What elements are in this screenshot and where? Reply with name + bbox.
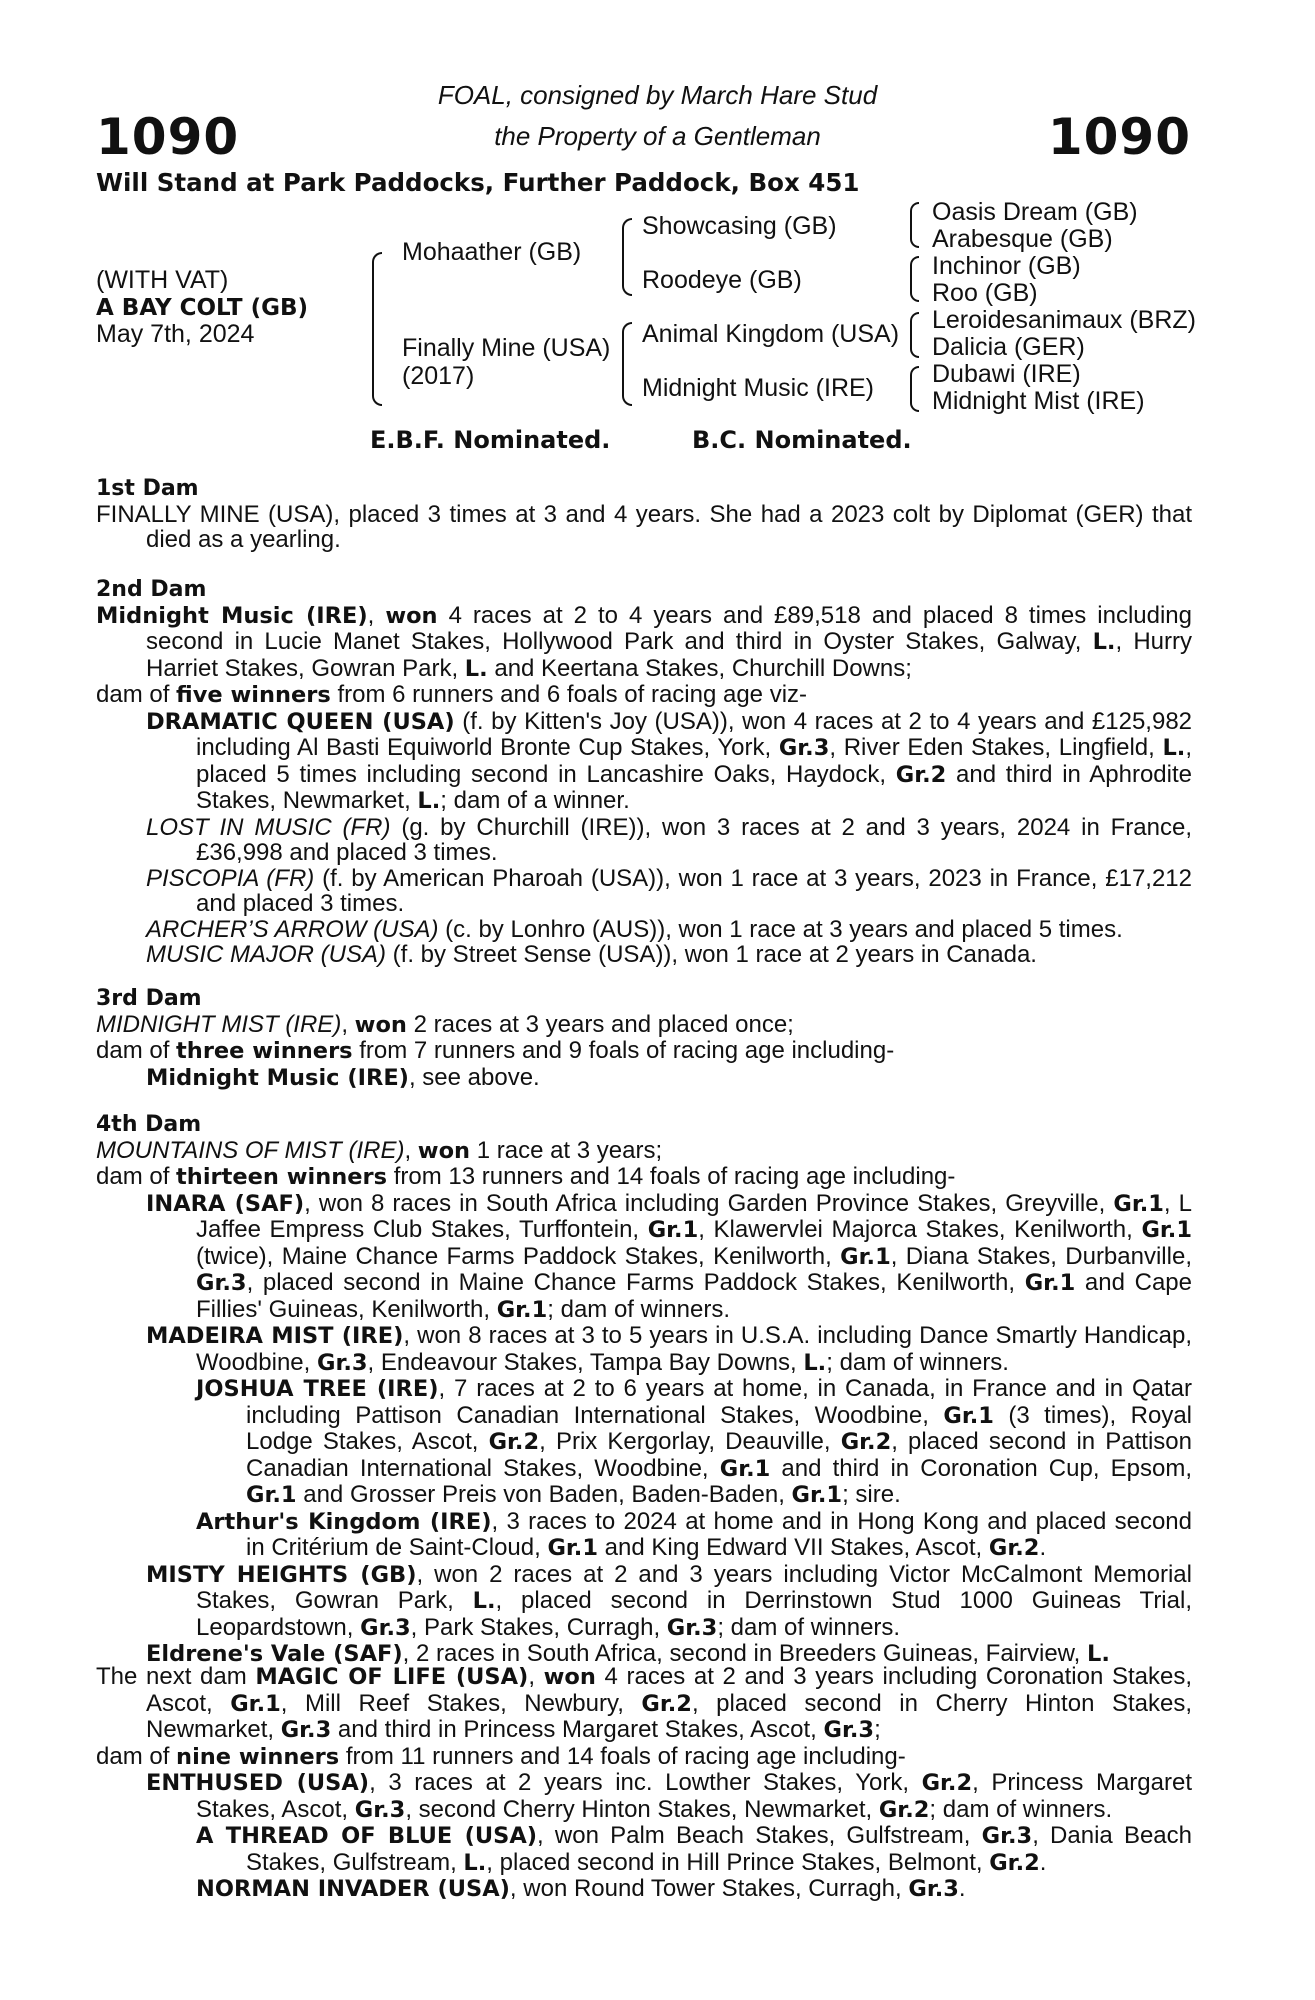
pedigree-dam-dam: Midnight Music (IRE) bbox=[642, 374, 874, 402]
lot-number-right: 1090 bbox=[1047, 108, 1191, 166]
next-dam-section bbox=[96, 1664, 1192, 1903]
second-dam-heading: 2nd Dam bbox=[96, 577, 207, 602]
list-item: DRAMATIC QUEEN (USA) (f. by Kitten's Joy (USA)), won 4 races at 2 to 4 years and £125,982 including Al Basti Equiworld Bronte Cup Stakes, York, Gr.3, River Eden Stakes, Lingfield, L., placed 5 times including second in Lancashire Oaks, Haydock, Gr.2 and third in Aphrodite Stakes, Newmarket, L.; dam of a winner. bbox=[146, 707, 1193, 814]
pedigree-brace-dam bbox=[622, 322, 632, 406]
list-item: MISTY HEIGHTS (GB), won 2 races at 2 and 3 years including Victor McCalmont Memorial Stakes, Gowran Park, L., placed second in Derrinstown Stud 1000 Guineas Trial, Leopardstown, Gr.3, Park Stakes, Curragh, Gr.3; dam of winners. bbox=[146, 1560, 1192, 1641]
fourth-dam-heading: 4th Dam bbox=[96, 1112, 202, 1137]
pedigree-sss: Oasis Dream (GB) bbox=[932, 198, 1138, 226]
second-dam-text: Midnight Music (IRE), won 4 races at 2 to 4 years and £89,518 and placed 8 times including second in Lucie Manet Stakes, Hollywood Park and third in Oyster Stakes, Galway, L., Hurry Harriet Stakes, Gowran Park, L. and Keertana Stakes, Churchill Downs; bbox=[96, 601, 1192, 682]
third-dam-produce-summary: dam of three winners from 7 runners and 9 foals of racing age including- bbox=[96, 1037, 895, 1064]
list-item: INARA (SAF), won 8 races in South Africa including Garden Province Stakes, Greyville, Gr.1, L Jaffee Empress Club Stakes, Turffontein, Gr.1, Klawervlei Majorca Stakes, Kenilworth, Gr.1 (twice), Maine Chance Farms Paddock Stakes, Kenilworth, Gr.1, Diana Stakes, Durbanville, Gr.3, placed second in Maine Chance Farms Paddock Stakes, Kenilworth, Gr.1 and Cape Fillies' Guineas, Kenilworth, Gr.1; dam of winners. bbox=[146, 1189, 1193, 1323]
pedigree-dam-sire: Animal Kingdom (USA) bbox=[642, 320, 900, 348]
stand-location: Will Stand at Park Paddocks, Further Paddock, Box 451 bbox=[96, 168, 860, 197]
pedigree-dds: Dubawi (IRE) bbox=[932, 360, 1081, 388]
third-dam-section bbox=[96, 986, 1192, 1091]
fourth-dam-text: MOUNTAINS OF MIST (IRE), won 1 race at 3 years; bbox=[96, 1136, 663, 1164]
second-dam-section bbox=[96, 577, 1192, 968]
list-item: A THREAD OF BLUE (USA), won Palm Beach Stakes, Gulfstream, Gr.3, Dania Beach Stakes, Gulfstream, L., placed second in Hill Prince Stakes, Belmont, Gr.2. bbox=[196, 1822, 1192, 1876]
pedigree-sdd: Roo (GB) bbox=[932, 279, 1038, 307]
horse-dob: May 7th, 2024 bbox=[96, 320, 255, 348]
pedigree-sire-dam: Roodeye (GB) bbox=[642, 266, 802, 294]
third-dam-text: MIDNIGHT MIST (IRE), won 2 races at 3 years and placed once; bbox=[96, 1010, 794, 1038]
first-dam-heading: 1st Dam bbox=[96, 476, 199, 501]
ebf-nominated: E.B.F. Nominated. bbox=[370, 426, 611, 454]
consignor-line: FOAL, consigned by March Hare Stud bbox=[437, 80, 878, 110]
list-item: Eldrene's Vale (SAF), 2 races in South Africa, second in Breeders Guineas, Fairview, L. bbox=[146, 1640, 1110, 1667]
pedigree-dam: Finally Mine (USA) bbox=[402, 334, 611, 362]
pedigree-ddd: Midnight Mist (IRE) bbox=[932, 387, 1145, 415]
lot-number-left: 1090 bbox=[96, 108, 240, 166]
pedigree-brace-ds bbox=[910, 312, 919, 358]
pedigree-ssd: Arabesque (GB) bbox=[932, 225, 1113, 253]
list-item: PISCOPIA (FR) (f. by American Pharoah (USA)), won 1 race at 3 years, 2023 in France, £17,212 and placed 3 times. bbox=[146, 864, 1193, 917]
list-item: NORMAN INVADER (USA), won Round Tower Stakes, Curragh, Gr.3. bbox=[196, 1875, 966, 1902]
pedigree-sds: Inchinor (GB) bbox=[932, 252, 1081, 280]
property-line: the Property of a Gentleman bbox=[494, 121, 821, 151]
fourth-dam-section bbox=[96, 1112, 1192, 1668]
first-dam-name: FINALLY MINE (USA) bbox=[96, 500, 334, 528]
pedigree-brace-main bbox=[372, 252, 382, 406]
pedigree-sire: Mohaather (GB) bbox=[402, 238, 582, 266]
list-item: ARCHER’S ARROW (USA) (c. by Lonhro (AUS)), won 1 race at 3 years and placed 5 times. bbox=[146, 915, 1123, 943]
fourth-dam-produce-summary: dam of thirteen winners from 13 runners and 14 foals of racing age including- bbox=[96, 1163, 956, 1190]
pedigree-dam-year: (2017) bbox=[402, 362, 475, 390]
pedigree-brace-sd bbox=[910, 256, 919, 302]
horse-name: A BAY COLT (GB) bbox=[96, 295, 309, 321]
pedigree-dsd: Dalicia (GER) bbox=[932, 333, 1085, 361]
third-dam-heading: 3rd Dam bbox=[96, 986, 202, 1011]
next-dam-text: The next dam MAGIC OF LIFE (USA), won 4 races at 2 and 3 years including Coronation Stakes, Ascot, Gr.1, Mill Reef Stakes, Newbury, Gr.2, placed second in Cherry Hinton Stakes, Newmarket, Gr.3 and third in Princess Margaret Stakes, Ascot, Gr.3; bbox=[96, 1663, 1192, 1743]
next-dam-produce-summary: dam of nine winners from 11 runners and 14 foals of racing age including- bbox=[96, 1742, 906, 1770]
list-item: JOSHUA TREE (IRE), 7 races at 2 to 6 years at home, in Canada, in France and in Qatar including Pattison Canadian International Stakes, Woodbine, Gr.1 (3 times), Royal Lodge Stakes, Ascot, Gr.2, Prix Kergorlay, Deauville, Gr.2, placed second in Pattison Canadian International Stakes, Woodbine, Gr.1 and third in Coronation Cup, Epsom, Gr.1 and Grosser Preis von Baden, Baden-Baden, Gr.1; sire. bbox=[196, 1375, 1193, 1508]
list-item: LOST IN MUSIC (FR) (g. by Churchill (IRE)), won 3 races at 2 and 3 years, 2024 in France, £36,998 and placed 3 times. bbox=[146, 813, 1192, 866]
first-dam-section bbox=[96, 476, 1192, 553]
bc-nominated: B.C. Nominated. bbox=[692, 426, 912, 454]
list-item: MUSIC MAJOR (USA) (f. by Street Sense (USA)), won 1 race at 2 years in Canada. bbox=[146, 941, 1037, 968]
pedigree-brace-ss bbox=[910, 202, 919, 248]
pedigree-brace-dd bbox=[910, 366, 919, 412]
list-item: MADEIRA MIST (IRE), won 8 races at 3 to 5 years in U.S.A. including Dance Smartly Handicap, Woodbine, Gr.3, Endeavour Stakes, Tampa Bay Downs, L.; dam of winners. bbox=[146, 1322, 1192, 1376]
pedigree-dss: Leroidesanimaux (BRZ) bbox=[932, 306, 1196, 334]
list-item: ENTHUSED (USA), 3 races at 2 years inc. Lowther Stakes, York, Gr.2, Princess Margaret Stakes, Ascot, Gr.3, second Cherry Hinton Stakes, Newmarket, Gr.2; dam of winners. bbox=[146, 1769, 1192, 1823]
first-dam-text: FINALLY MINE (USA), placed 3 times at 3 and 4 years. She had a 2023 colt by Diplomat (GER) that died as a yearling. bbox=[96, 500, 1192, 553]
list-item: Midnight Music (IRE), see above. bbox=[146, 1063, 540, 1091]
pedigree-brace-sire bbox=[622, 218, 632, 296]
pedigree-sire-sire: Showcasing (GB) bbox=[642, 212, 837, 240]
list-item: Arthur's Kingdom (IRE), 3 races to 2024 at home and in Hong Kong and placed second in Critérium de Saint-Cloud, Gr.1 and King Edward VII Stakes, Ascot, Gr.2. bbox=[196, 1507, 1192, 1561]
vat-label: (WITH VAT) bbox=[96, 266, 229, 294]
second-dam-produce-summary: dam of five winners from 6 runners and 6 foals of racing age viz- bbox=[96, 681, 808, 708]
